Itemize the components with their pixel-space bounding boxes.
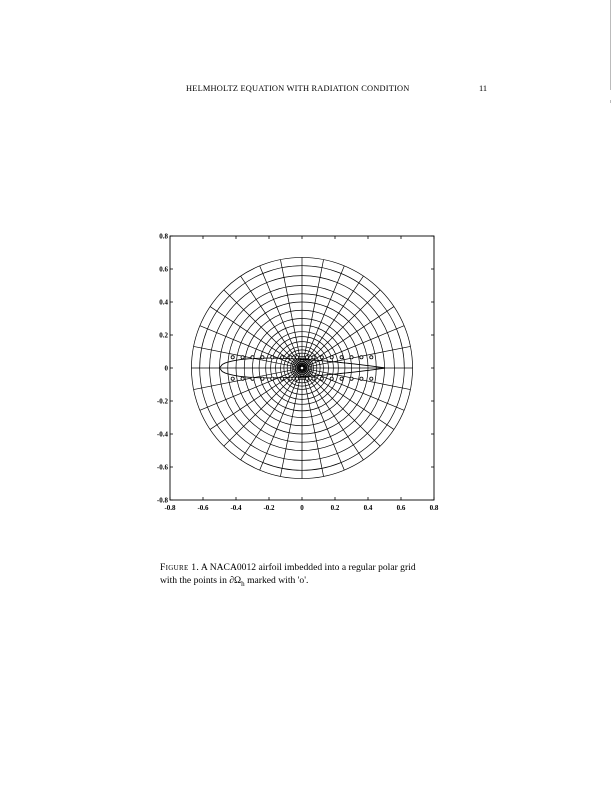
boundary-point-marker — [312, 377, 315, 380]
boundary-point-marker — [251, 356, 254, 359]
boundary-point-marker — [360, 356, 363, 359]
polar-grid-spoke — [241, 276, 302, 367]
polar-grid-spoke — [260, 370, 302, 471]
x-tick-label: -0.8 — [164, 504, 176, 512]
y-tick-label: -0.4 — [156, 430, 168, 439]
x-tick-label: 0.4 — [363, 504, 373, 512]
x-tick-label: -0.2 — [263, 504, 275, 512]
boundary-point-marker — [231, 356, 234, 359]
boundary-point-marker — [305, 356, 308, 359]
polar-grid-circle — [300, 366, 303, 369]
y-tick-label: -0.6 — [156, 463, 168, 472]
boundary-point-marker — [251, 377, 254, 380]
boundary-point-marker — [370, 377, 373, 380]
boundary-point-marker — [241, 356, 244, 359]
boundary-point-marker — [289, 377, 292, 380]
boundary-point-marker — [360, 377, 363, 380]
polar-grid-spoke — [200, 369, 301, 411]
y-tick-label: 0.8 — [159, 232, 168, 241]
boundary-point-marker — [289, 356, 292, 359]
boundary-point-marker — [370, 356, 373, 359]
boundary-point-marker — [340, 377, 343, 380]
x-tick-label: 0.6 — [396, 504, 406, 512]
boundary-point-marker — [271, 356, 274, 359]
boundary-point-marker — [350, 356, 353, 359]
caption-line2-pre: with the points in ∂Ω — [160, 574, 242, 586]
boundary-point-marker — [330, 377, 333, 380]
y-tick-label: 0.2 — [159, 331, 168, 340]
boundary-point-marker — [340, 356, 343, 359]
polar-grid-spoke — [303, 369, 364, 460]
x-tick-label: 0 — [300, 504, 304, 512]
x-tick-label: -0.6 — [197, 504, 209, 512]
caption-line1: A NACA0012 airfoil imbedded into a regular polar grid — [200, 562, 416, 573]
boundary-point-marker — [281, 356, 284, 359]
figure-caption — [160, 562, 460, 590]
y-tick-label: -0.2 — [156, 397, 168, 406]
boundary-point-marker — [231, 377, 234, 380]
caption-subscript: h — [241, 579, 245, 588]
polar-grid-figure — [150, 228, 450, 528]
y-tick-label: 0.4 — [159, 298, 168, 307]
boundary-point-marker — [295, 356, 298, 359]
scan-artifact — [610, 0, 611, 90]
running-head-title: HELMHOLTZ EQUATION WITH RADIATION CONDITION — [186, 84, 410, 93]
boundary-point-marker — [261, 356, 264, 359]
boundary-point-marker — [312, 356, 315, 359]
boundary-point-marker — [281, 377, 284, 380]
boundary-point-marker — [320, 377, 323, 380]
polar-grid-spoke — [260, 266, 302, 367]
y-tick-label: 0.6 — [159, 265, 168, 274]
scan-artifact — [610, 100, 611, 103]
boundary-point-marker — [305, 377, 308, 380]
boundary-point-marker — [330, 356, 333, 359]
polar-grid-spoke — [304, 326, 405, 368]
boundary-point-marker — [350, 377, 353, 380]
polar-grid-spoke — [304, 369, 405, 411]
polar-grid-spoke — [303, 307, 394, 368]
caption-line2-post: marked with 'o'. — [244, 574, 309, 586]
x-tick-label: 0.2 — [330, 504, 340, 512]
y-tick-label: -0.8 — [156, 496, 168, 505]
boundary-point-marker — [261, 377, 264, 380]
caption-label: Figure 1. — [160, 562, 200, 573]
boundary-point-marker — [271, 377, 274, 380]
polar-grid-spoke — [303, 370, 345, 471]
x-tick-label: -0.4 — [230, 504, 242, 512]
polar-grid-spoke — [303, 369, 394, 430]
x-tick-label: 0.8 — [429, 504, 439, 512]
boundary-point-marker — [295, 377, 298, 380]
page-number: 11 — [479, 84, 488, 93]
boundary-point-marker — [241, 377, 244, 380]
y-tick-label: 0 — [164, 364, 168, 373]
polar-grid-spoke — [303, 266, 345, 367]
polar-grid-spoke — [200, 326, 301, 368]
boundary-point-marker — [320, 356, 323, 359]
polar-grid-spoke — [241, 369, 302, 460]
polar-grid-spoke — [303, 276, 364, 367]
